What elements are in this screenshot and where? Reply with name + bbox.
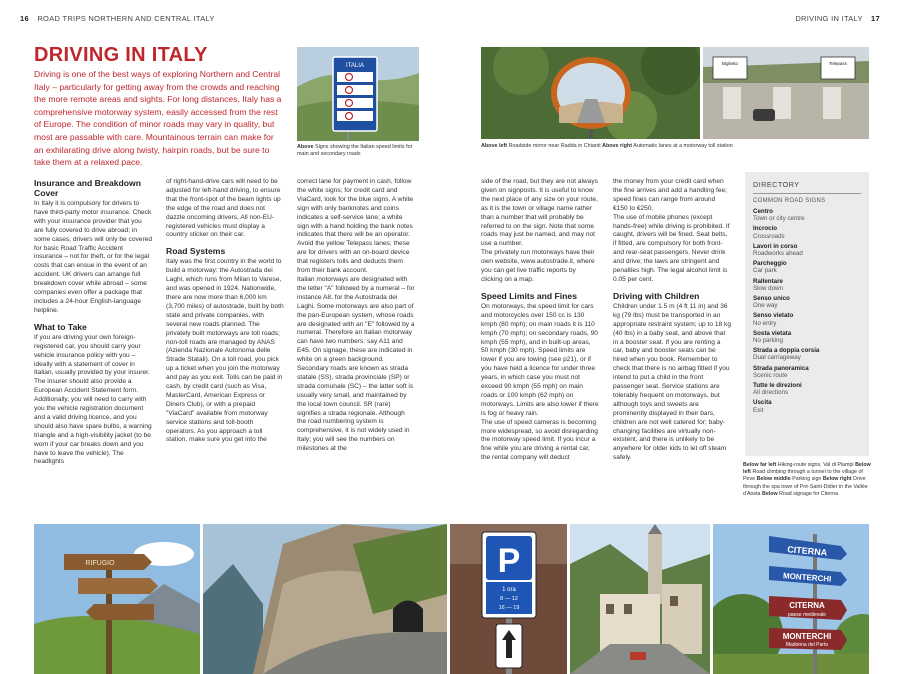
speed-signs-caption <box>297 144 419 159</box>
section-heading: Road Systems <box>166 246 226 257</box>
speed-signs-photo <box>297 47 419 141</box>
citerna-sign-2: CITERNA <box>789 601 825 610</box>
body-paragraph: Secondary roads are known as strada statale (SS), strada provinciale (SP) or strada comunale (SC) – the latter soft is usually very small, and maintained by the local town council. SR (rare) signifies a strada regionale. Although the road numbering system is comprehensive, it is not widely used in Italy; you will see the numbers on milestones at the <box>297 365 414 453</box>
english-translation: Crossroads <box>753 232 785 240</box>
body-paragraph: of right-hand-drive cars will need to be adjusted for left-hand driving, to ensure that the front-spot of the beam lights up the edge of the road and does not dazzle oncoming drivers. All non-EU-registered vehicles must display a country sticker on their car. <box>166 178 281 239</box>
parking-time: 1 ora <box>502 587 516 593</box>
right-page-header <box>795 14 880 23</box>
montechi-sign-1: MONTERCHI <box>782 571 832 584</box>
body-paragraph: Italy was the first country in the world to build a motorway: the Autostrada dei Laghi, which runs from Milan to Varese, and was opened in 1924. Nationwide, there are now more than 6,000 km (3,700 miles) of autostrade, built by both state and private companies, with several new roads planned. The privately built motorways are toll roads; non-toll roads are managed by ANAS (Azienda Nazionale Autonoma delle Strade Statali). On a toll road, you pick up a ticket when you join the motorway and pay as you exit. Tolls can be paid in cash, by credit card (such as Visa, MasterCard, American Express or Diners Club), or with a prepaid "ViaCard" available from motorway service stations and toll-booth operators. As you approach a toll station, make sure you get into the <box>166 258 284 444</box>
text-column-3 <box>297 178 415 454</box>
caption-label: Above <box>297 144 314 150</box>
italian-term: Centro <box>753 208 773 215</box>
italia-sign-text: ITALIA <box>346 63 364 69</box>
text-column-5 <box>613 178 731 463</box>
directory-item <box>753 295 861 309</box>
italian-term: Uscita <box>753 399 772 407</box>
english-translation: Dual carriageway <box>753 354 801 362</box>
right-page-number: 17 <box>871 14 880 23</box>
page-title: DRIVING IN ITALY <box>34 44 208 66</box>
italian-term: Sosta vietata <box>753 329 792 337</box>
hiking-sign-text: RIFUGIO <box>85 560 115 567</box>
english-translation: No entry <box>753 319 777 327</box>
directory-box <box>745 172 869 456</box>
english-translation: No parking <box>753 337 783 345</box>
english-translation: Slow down <box>753 284 783 292</box>
mountain-tunnel-photo <box>203 524 447 674</box>
directory-item <box>753 330 861 344</box>
text-column-2 <box>166 178 284 445</box>
caption-label-1: Above left <box>481 143 508 149</box>
directory-item <box>753 347 861 361</box>
caption-text-2: Automatic lanes at a motorway toll station <box>633 143 733 149</box>
english-translation: Exit <box>753 406 764 414</box>
left-running-head: ROAD TRIPS NORTHERN AND CENTRAL ITALY <box>37 14 215 23</box>
english-translation: Scenic route <box>753 371 788 379</box>
parking-letter: P <box>497 542 521 580</box>
top-right-caption <box>481 143 869 150</box>
italian-term: Strada a doppia corsia <box>753 347 820 355</box>
italian-term: Tutte le direzioni <box>753 382 802 390</box>
italian-term: Senso vietato <box>753 312 794 320</box>
section-heading: What to Take <box>34 321 87 332</box>
body-paragraph: If you are driving your own foreign-registered car, you should carry your vehicle insurance policy with you – ideally with a statement of cover in Italian, usually provided by your insurer. The insurer should also provide a European Accident Statement form. Additionally, you will need to carry with you the vehicle registration document and a valid driving licence, and you should also have spare bulbs, a warning triangle and a high-visibility jacket (to be worn if your car breaks down and you have to leave the vehicle). The headlights <box>34 333 152 466</box>
english-translation: One way <box>753 302 778 310</box>
text-column-4 <box>481 178 599 463</box>
italian-term: Parcheggio <box>753 260 787 268</box>
italian-term: Senso unico <box>753 295 790 303</box>
bcap-label-4: Below right <box>822 476 852 483</box>
italian-term: Incrocio <box>753 225 778 233</box>
left-page-header <box>20 14 215 23</box>
body-paragraph: The privately run motorways have their own website, www.autostrade.it, where you can get live traffic reports by clicking on a map. <box>481 249 595 283</box>
spa-town-photo <box>570 524 710 674</box>
english-translation: Roadworks ahead <box>753 250 803 258</box>
montechi-sign-2-sub: Madonna del Parto <box>785 642 829 648</box>
section-heading: Insurance and Breakdown Cover <box>34 178 141 198</box>
body-paragraph: the money from your credit card when the fine arrives and add a handling fee; speed fines can range from around €150 to €250. <box>613 178 728 212</box>
hiking-signs-photo <box>34 524 200 674</box>
parking-sign-photo <box>450 524 567 674</box>
bcap-label-3: Below middle <box>756 476 791 483</box>
directory-item <box>753 243 861 257</box>
caption-text: Signs showing the Italian speed limits for main and secondary roads <box>297 144 413 158</box>
directory-item <box>753 225 861 239</box>
body-paragraph: The use of mobile phones (except hands-free) while driving is prohibited. If caught, drivers will be fined. Seat belts, if fitted, are compulsory for both front- and rear-seat passengers. Never drink and drive; the laws are stringent and penalties high. The legal alcohol limit is 0.05 per cent. <box>613 213 730 283</box>
english-translation: Town or city centre <box>753 215 805 223</box>
italian-term: Lavori in corso <box>753 242 798 250</box>
italian-term: Rallentare <box>753 277 783 285</box>
body-paragraph: side of the road, but they are not always given on signposts. It is useful to know the next place of any size on your route, as it is the town or village name rather than a number that will probably be referred to on the sign. Note that some roads may just be named, and may not use a number. <box>481 178 598 248</box>
english-translation: All directions <box>753 389 789 397</box>
bcap-label-5: Below <box>762 490 778 497</box>
toll-sign-biglietto: Biglietto <box>721 61 739 66</box>
bcap-text-3: Parking sign <box>792 476 822 483</box>
bottom-caption <box>743 462 873 498</box>
left-page-number: 16 <box>20 14 29 23</box>
toll-sign-telepass: Telepass <box>829 61 847 66</box>
text-column-1 <box>34 178 152 467</box>
body-paragraph: On motorways, the speed limit for cars and motorcycles over 150 cc is 130 kmph (80 mph); on main roads it is 110 kmph (70 mph); on secondary roads, 90 kmph (55 mph), and in built-up areas, 50 kmph (30 mph). Speed limits are lower if you are towing (see p21), or if you have held a licence for under three years, in which case you must not exceed 90 kmph (55 mph) on main roads or 100 kmph (62 mph) on motorways. Limits are also lower if there is fog or heavy rain. <box>481 302 599 417</box>
english-translation: Car park <box>753 267 777 275</box>
bcap-text-5: Road signage for Citerna <box>779 490 838 497</box>
citerna-signs-photo <box>713 524 869 674</box>
directory-item <box>753 382 861 396</box>
section-heading: Driving with Children <box>613 290 700 301</box>
parking-hours: 8 — 12 <box>500 596 518 602</box>
section-heading: Speed Limits and Fines <box>481 290 577 301</box>
directory-item <box>753 278 861 292</box>
bcap-text-1: Hiking-route signs, Val di Plampi <box>777 462 854 468</box>
bcap-text-2: Road climbing through a tunnel to the village of Peve <box>743 469 863 483</box>
bcap-label-1: Below far left <box>743 462 777 468</box>
citerna-sign-1: CITERNA <box>786 544 828 558</box>
caption-text-1: Roadside mirror near Radda in Chianti <box>508 143 601 149</box>
directory-item <box>753 365 861 379</box>
directory-list <box>753 208 861 414</box>
citerna-sign-2-sub: paese medievale <box>788 612 826 618</box>
roadside-mirror-photo <box>481 47 700 139</box>
directory-item <box>753 208 861 222</box>
body-paragraph: Italian motorways are designated with the letter "A" followed by a numeral – for instance A8, for the Autostrada dei Laghi. Some motorways are also part of the pan-European system, whose roads are designated with an "E" followed by a numeral. Therefore an Italian motorway can have two numbers: say A11 and E45. On signage, these are indicated in white on a green background. <box>297 275 415 364</box>
body-paragraph: In Italy it is compulsory for drivers to have third-party motor insurance. Check with your insurance provider that you are fully covered to drive abroad; in some cases, drivers will only be covered for basic Road Traffic Accident insurance – not for theft, or for the legal costs that can ensue in the event of an accident. UK drivers can arrange full breakdown cover while abroad – some companies even offer a package that includes a 24-hour English-language helpline. <box>34 200 153 314</box>
body-paragraph: correct lane for payment in cash, follow the white signs; for credit card and ViaCard, look for the blue signs. A white sign with only banknotes and coins indicates a self-service lane; a white sign with a hand holding the bank notes indicates that there will be an operator. Avoid the yellow Telepass lanes; these are for drivers with an on-board device that registers tolls and deducts them from their bank account. <box>297 178 414 275</box>
body-paragraph: Children under 1.5 m (4 ft 11 in) and 36 kg (79 lbs) must be transported in an appropriate restraint system; up to 18 kg (40 lbs) in a baby seat, and above that in a booster seat. If you are renting a car, baby and booster seats can be hired when you book. Remember to check that there is no airbag fitted if you intend to put a child in the front passenger seat. Service stations are tolerably frequent on motorways, but although toys and sweets are prominently displayed in their bars, children are not well catered for; baby-changing facilities are virtually non-existent, and there is unlikely to be anywhere for older kids to let off steam safely. <box>613 302 732 462</box>
bcap-label-2: Below left <box>743 462 871 476</box>
montechi-sign-2: MONTERCHI <box>782 632 832 641</box>
directory-item <box>753 399 861 413</box>
bcap-text-4: Drive through the spa town of Pré-Saint-Didier in the Vallée d'Aosta <box>743 476 868 497</box>
right-running-head: DRIVING IN ITALY <box>795 14 863 23</box>
caption-label-2: Above right <box>602 143 633 149</box>
directory-subtitle: COMMON ROAD SIGNS <box>753 198 826 204</box>
directory-item <box>753 312 861 326</box>
directory-item <box>753 260 861 274</box>
body-paragraph: The use of speed cameras is becoming more widespread, so avoid disregarding the motorway speed limit. If you incur a fine while you are driving a rental car, the rental company will deduct <box>481 418 598 462</box>
toll-station-photo <box>703 47 869 139</box>
italian-term: Strada panoramica <box>753 364 809 372</box>
intro-paragraph: Driving is one of the best ways of exploring Northern and Central Italy – particularly for getting away from the crowds and reaching the more remote areas and sights. For long distances, Italy has a comprehensive motorway system, easily accessed from the rest of Europe. The condition of minor roads may vary in quality, but most are passable with care. Mountainous terrain can make for an exhilarating drive along twisty, hairpin roads, but be sure to take them at a relaxed pace. <box>34 69 282 168</box>
parking-hours-2: 16 — 19 <box>498 605 520 611</box>
directory-title: DIRECTORY <box>753 180 861 194</box>
